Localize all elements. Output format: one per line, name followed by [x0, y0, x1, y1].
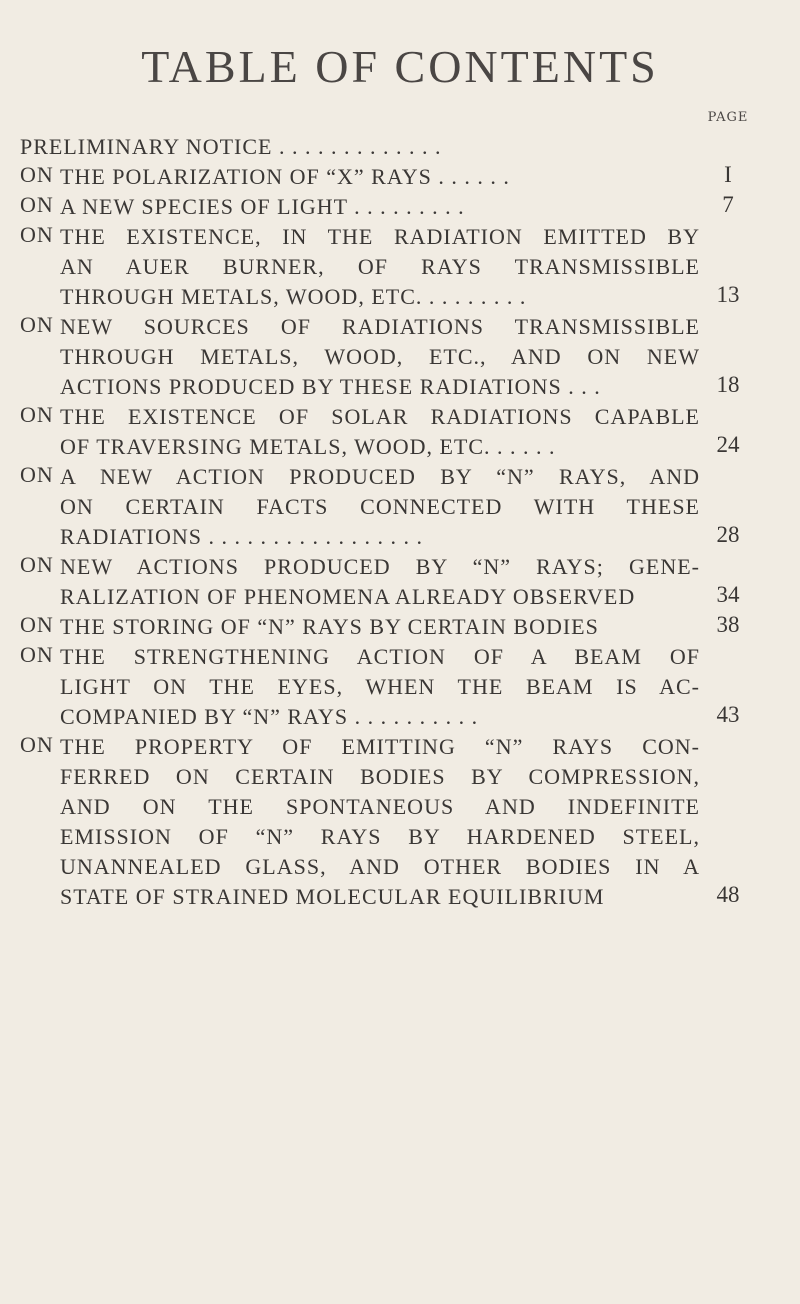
entry-line: ACTIONS PRODUCED BY THESE RADIATIONS . . . [60, 374, 601, 399]
page-title: TABLE OF CONTENTS [141, 41, 659, 92]
entry-line: RALIZATION OF PHENOMENA ALREADY OBSERVED [60, 584, 636, 609]
entry-line: THROUGH METALS, WOOD, ETC., AND ON NEW [60, 344, 700, 369]
entry-line: THE EXISTENCE, IN THE RADIATION EMITTED BY [60, 224, 700, 249]
entry-line: THE STORING OF “N” RAYS BY CERTAIN BODIES [60, 614, 599, 639]
entry-prefix: ON [20, 222, 54, 247]
entry-line: PRELIMINARY NOTICE . . . . . . . . . . . . . [20, 134, 442, 159]
entry-line: LIGHT ON THE EYES, WHEN THE BEAM IS AC- [60, 674, 700, 699]
entry-line: THROUGH METALS, WOOD, ETC. . . . . . . . . [60, 284, 527, 309]
entry-page-number: 28 [716, 522, 740, 547]
entry-line: THE EXISTENCE OF SOLAR RADIATIONS CAPABLE [60, 404, 700, 429]
toc-entry [20, 402, 780, 462]
entry-line: NEW SOURCES OF RADIATIONS TRANSMISSIBLE [60, 314, 700, 339]
toc-entry [20, 462, 780, 552]
toc-entry [20, 642, 780, 732]
entry-line: AN AUER BURNER, OF RAYS TRANSMISSIBLE [60, 254, 700, 279]
entry-line: THE PROPERTY OF EMITTING “N” RAYS CON- [60, 734, 700, 759]
toc-entry [20, 162, 780, 192]
entry-page-number: 7 [722, 192, 734, 217]
entry-line: RADIATIONS . . . . . . . . . . . . . . . . . [60, 524, 423, 549]
entry-line: THE POLARIZATION OF “X” RAYS . . . . . . [60, 164, 510, 189]
toc-entry [20, 222, 780, 312]
toc-entry [20, 612, 780, 642]
entry-page-number: 24 [716, 432, 740, 457]
entry-line: OF TRAVERSING METALS, WOOD, ETC. . . . . . [60, 434, 556, 459]
entry-page-number: I [724, 162, 732, 187]
toc-entry [20, 192, 780, 222]
entry-page-number: 38 [716, 612, 740, 637]
toc-entry [20, 552, 780, 612]
entry-prefix: ON [20, 312, 54, 337]
entry-line: NEW ACTIONS PRODUCED BY “N” RAYS; GENE- [60, 554, 700, 579]
entry-prefix: ON [20, 612, 54, 637]
toc-entry [20, 732, 780, 912]
entry-prefix: ON [20, 642, 54, 667]
entry-line: FERRED ON CERTAIN BODIES BY COMPRESSION, [60, 764, 700, 789]
entry-line: AND ON THE SPONTANEOUS AND INDEFINITE [60, 794, 700, 819]
entry-page-number: 13 [716, 282, 740, 307]
entry-line: A NEW ACTION PRODUCED BY “N” RAYS, AND [60, 464, 700, 489]
entry-prefix: ON [20, 462, 54, 487]
entry-prefix: ON [20, 162, 54, 187]
entry-page-number: 34 [716, 582, 740, 607]
entry-page-number: 43 [716, 702, 740, 727]
entry-prefix: ON [20, 402, 54, 427]
entry-prefix: ON [20, 552, 54, 577]
entry-page-number: 48 [716, 882, 740, 907]
toc-entry [20, 132, 780, 162]
toc-entry [20, 312, 780, 402]
entry-line: EMISSION OF “N” RAYS BY HARDENED STEEL, [60, 824, 700, 849]
entry-line: THE STRENGTHENING ACTION OF A BEAM OF [60, 644, 700, 669]
entry-line: STATE OF STRAINED MOLECULAR EQUILIBRIUM [60, 884, 605, 909]
toc-entries [20, 132, 780, 912]
entry-line: A NEW SPECIES OF LIGHT . . . . . . . . . [60, 194, 465, 219]
page-column-label: PAGE [707, 110, 749, 125]
entry-line: UNANNEALED GLASS, AND OTHER BODIES IN A [60, 854, 700, 879]
entry-prefix: ON [20, 192, 54, 217]
entry-prefix: ON [20, 732, 54, 757]
entry-page-number: 18 [716, 372, 740, 397]
entry-line: ON CERTAIN FACTS CONNECTED WITH THESE [60, 494, 700, 519]
entry-line: COMPANIED BY “N” RAYS . . . . . . . . . . [60, 704, 479, 729]
